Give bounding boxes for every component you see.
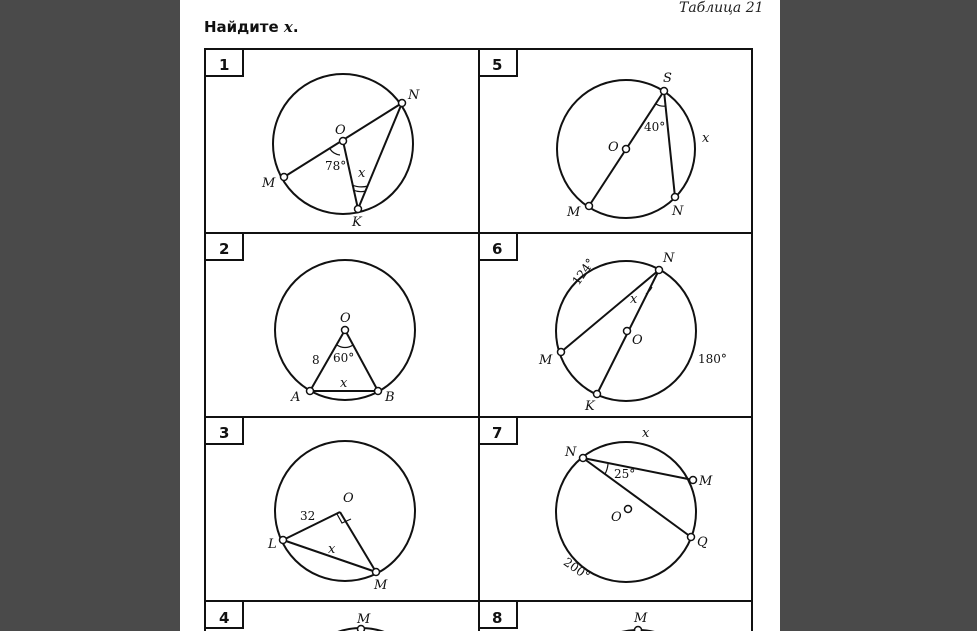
number-box-3 <box>205 417 243 444</box>
label-K: K <box>352 215 362 230</box>
figure-6 <box>538 251 727 414</box>
label-L: L <box>268 537 277 552</box>
label-O: O <box>343 491 354 506</box>
x-label: x <box>358 166 366 181</box>
side-label: 8 <box>312 353 320 367</box>
chord-NQ <box>583 458 691 537</box>
figure-3 <box>267 441 415 593</box>
number-box-5 <box>479 49 517 76</box>
task-suffix: . <box>292 18 299 36</box>
label-M: M <box>699 474 713 489</box>
x-label: x <box>630 292 638 307</box>
label-N: N <box>663 251 675 266</box>
number-2: 2 <box>219 240 230 258</box>
number-4: 4 <box>219 609 230 627</box>
label-N: N <box>672 204 684 219</box>
arc-label: 200° <box>560 554 593 583</box>
number-box-2 <box>205 233 243 260</box>
x-label: x <box>328 542 336 557</box>
figure-2 <box>275 260 415 405</box>
number-5: 5 <box>492 56 503 74</box>
label-M: M <box>262 176 276 191</box>
circle-3 <box>275 441 415 581</box>
label-N: N <box>565 445 577 460</box>
label-B: B <box>385 390 395 405</box>
label-M: M <box>634 611 648 626</box>
arc2-label: 180° <box>698 352 727 366</box>
figure-5 <box>557 71 710 220</box>
figure-1 <box>261 74 420 230</box>
x-label: x <box>642 426 650 441</box>
grid-lines <box>205 49 752 631</box>
number-box-8 <box>479 601 517 628</box>
table-label: Таблица 21 <box>679 0 764 16</box>
number-box-4 <box>205 601 243 628</box>
number-1: 1 <box>219 56 230 74</box>
label-M: M <box>357 612 371 627</box>
label-A: A <box>291 390 301 405</box>
label-S: S <box>663 71 672 86</box>
number-3: 3 <box>219 424 230 442</box>
label-N: N <box>408 88 420 103</box>
angle-label: 60° <box>333 351 355 365</box>
number-8: 8 <box>492 609 503 627</box>
label-O: O <box>632 333 643 348</box>
angle-label: 25° <box>614 467 636 481</box>
angle-label: 40° <box>644 120 666 134</box>
task-variable: x <box>283 18 293 36</box>
task-prefix: Найдите <box>204 18 284 36</box>
label-M: M <box>567 205 581 220</box>
label-M: M <box>539 353 553 368</box>
label-K: K <box>585 399 595 414</box>
x-label: x <box>340 376 348 391</box>
label-O: O <box>340 311 351 326</box>
label-O: O <box>335 123 346 138</box>
label-M: M <box>374 578 388 593</box>
label-O: O <box>608 140 619 155</box>
number-7: 7 <box>492 424 503 442</box>
arc1-label: 124° <box>569 255 598 288</box>
number-box-6 <box>479 233 517 260</box>
number-box-7 <box>479 417 517 444</box>
label-O: O <box>611 510 622 525</box>
number-box-1 <box>205 49 243 76</box>
chord-KN <box>358 103 402 209</box>
radius-OK <box>343 141 358 209</box>
number-6: 6 <box>492 240 503 258</box>
angle-label: 78° <box>325 159 347 173</box>
figure-8 <box>568 611 708 631</box>
chord-SN <box>664 91 675 197</box>
x-label: x <box>702 131 710 146</box>
figure-4 <box>291 612 431 631</box>
figure-7 <box>556 426 713 583</box>
label-Q: Q <box>697 535 708 550</box>
side-label: 32 <box>300 509 316 523</box>
